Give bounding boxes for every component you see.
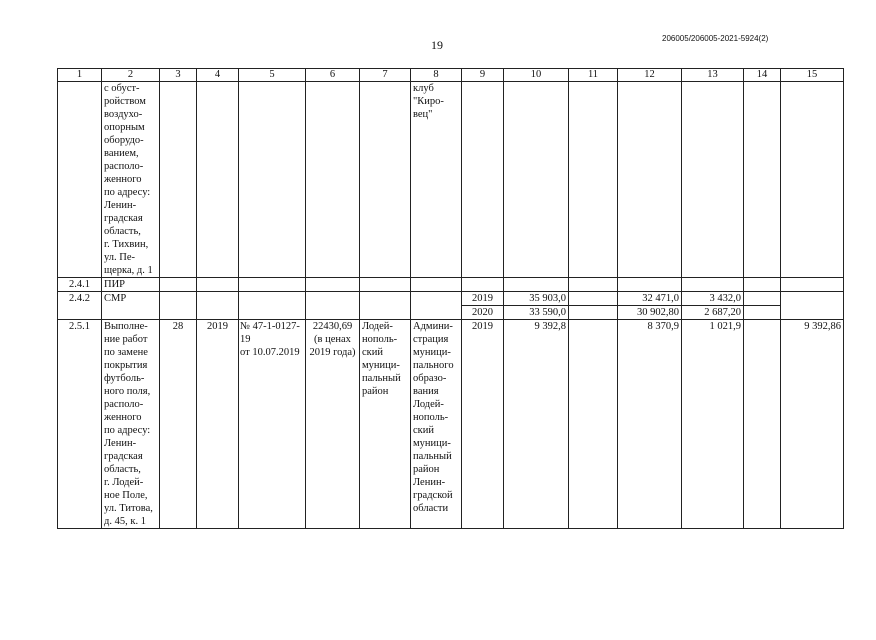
cell-year: 2019 xyxy=(472,293,493,304)
cell-object-name: Выполне- ние работ по замене покрытия футболь- ного поля, располо- женного по адресу: Ленин- градская область, г. Лодей- ное Поле, ул. Титова, д. 45, к. 1 xyxy=(102,320,160,529)
header-cell: 6 xyxy=(306,69,360,82)
cell-expertise: № 47-1-0127- 19 от 10.07.2019 xyxy=(239,320,306,529)
cell-district: Лодей- нополь- ский муници- пальный район xyxy=(360,320,411,529)
cell-year: 2019 xyxy=(462,320,504,529)
cell-local: 3 432,0 xyxy=(709,293,741,304)
cell xyxy=(682,82,744,278)
cell-regional: 8 370,9 xyxy=(618,320,682,529)
cell xyxy=(462,82,504,278)
cell-num: 2.4.1 xyxy=(58,278,102,292)
cell-regional: 30 902,80 xyxy=(618,305,681,319)
cell xyxy=(360,82,411,278)
header-cell: 15 xyxy=(781,69,844,82)
table-row xyxy=(58,320,844,529)
cell-num: 2.4.2 xyxy=(58,292,102,320)
header-row xyxy=(58,69,844,82)
cell-cost: 22430,69 (в ценах 2019 года) xyxy=(306,320,360,529)
cell-object-name: ПИР xyxy=(102,278,160,292)
cell xyxy=(160,82,197,278)
cell-total: 33 590,0 xyxy=(504,305,568,319)
header-cell: 2 xyxy=(102,69,160,82)
cell-year-start: 2019 xyxy=(197,320,239,529)
cell-local: 2 687,20 xyxy=(682,305,743,319)
header-cell: 12 xyxy=(618,69,682,82)
cell-year: 2020 xyxy=(462,305,503,319)
cell-customer: Админи- страция муници- пального образо- вания Лодей- нополь- ский муници- пальный район Ленин- градской области xyxy=(411,320,462,529)
data-table xyxy=(57,68,844,529)
header-cell: 14 xyxy=(744,69,781,82)
cell xyxy=(197,82,239,278)
document-id: 206005/206005-2021-5924(2) xyxy=(662,34,769,43)
cell-total: 35 903,0 xyxy=(529,293,566,304)
cell xyxy=(239,82,306,278)
table-row xyxy=(58,278,844,292)
cell-total: 9 392,8 xyxy=(504,320,569,529)
cell xyxy=(569,320,618,529)
cell-grand-total: 9 392,86 xyxy=(781,320,844,529)
cell xyxy=(744,82,781,278)
cell-object-name: СМР xyxy=(102,292,160,320)
header-cell: 1 xyxy=(58,69,102,82)
cell xyxy=(744,320,781,529)
header-cell: 4 xyxy=(197,69,239,82)
table-row xyxy=(58,292,844,320)
cell-num: 2.5.1 xyxy=(58,320,102,529)
header-cell: 5 xyxy=(239,69,306,82)
cell-num xyxy=(58,82,102,278)
cell xyxy=(618,82,682,278)
cell-regional: 32 471,0 xyxy=(642,293,679,304)
cell xyxy=(781,82,844,278)
header-cell: 10 xyxy=(504,69,569,82)
cell xyxy=(504,82,569,278)
header-cell: 13 xyxy=(682,69,744,82)
table-row xyxy=(58,82,844,278)
cell xyxy=(306,82,360,278)
cell-capacity: 28 xyxy=(160,320,197,529)
page-number: 19 xyxy=(431,38,443,52)
header-cell: 8 xyxy=(411,69,462,82)
header-cell: 9 xyxy=(462,69,504,82)
cell-customer: клуб "Киро- вец" xyxy=(411,82,462,278)
cell-object-name: с обуст- ройством воздухо- опорным оборудо- ванием, располо- женного по адресу: Ленин- градская область, г. Тихвин, ул. Пе- щерка, д. 1 xyxy=(102,82,160,278)
header-cell: 7 xyxy=(360,69,411,82)
cell-local: 1 021,9 xyxy=(682,320,744,529)
header-cell: 3 xyxy=(160,69,197,82)
cell xyxy=(569,82,618,278)
header-cell: 11 xyxy=(569,69,618,82)
